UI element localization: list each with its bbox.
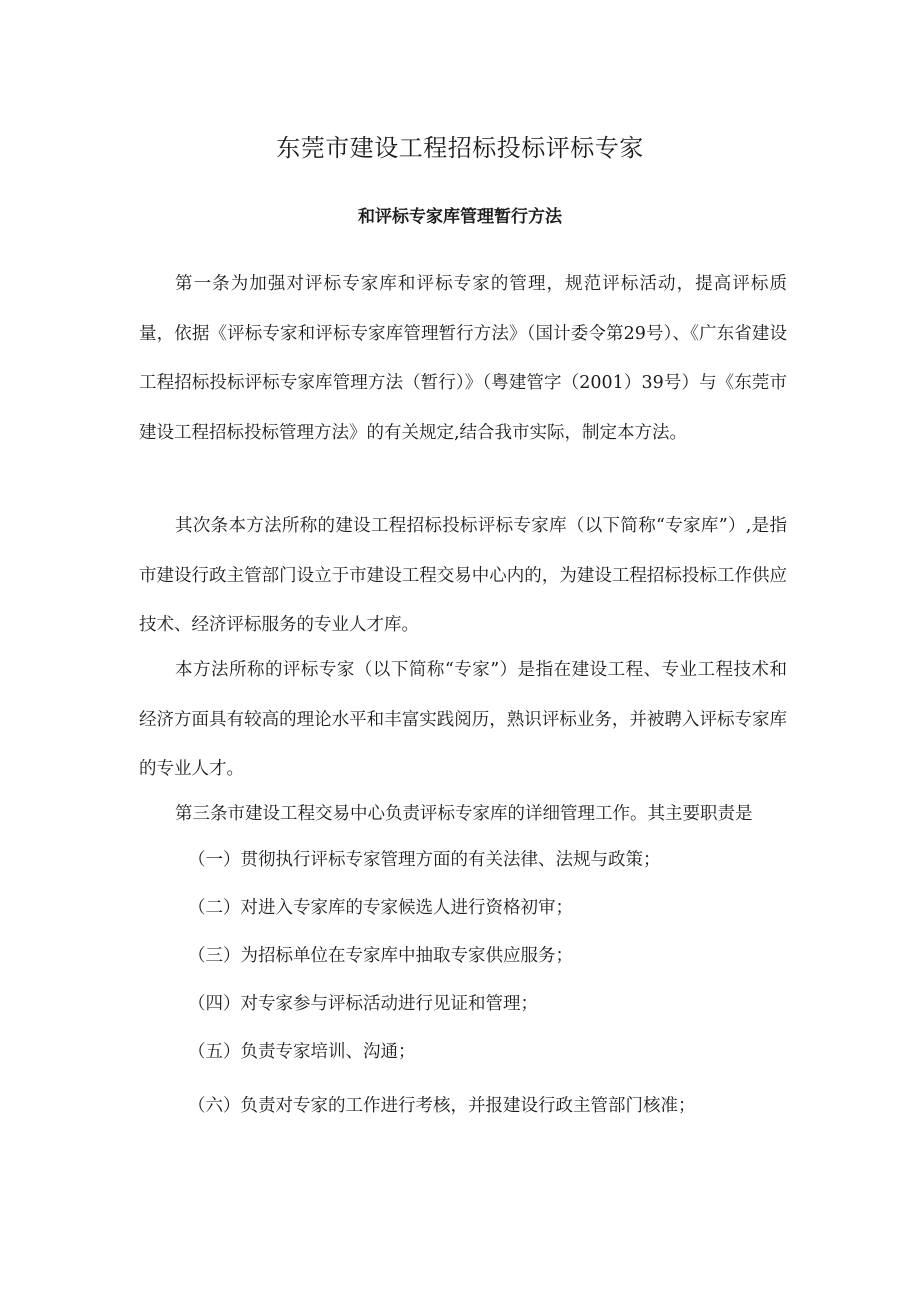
list-item-duty-6: （六）负责对专家的工作进行考核，并报建设行政主管部门核准； — [188, 1096, 696, 1116]
paragraph-article-1: 第一条为加强对评标专家库和评标专家的管理，规范评标活动，提高评标质量，依据《评标专家和评标专家库管理暂行方法》（国计委令第29号）、《广东省建设工程招标投标评标专家库管理方法（暂行）》（粤建管字（2001）39号）与《东莞市建设工程招标投标管理方法》的有关规定,结合我市实际，制定本方法。 — [139, 274, 787, 443]
list-item-duty-5: （五）负责专家培训、沟通； — [188, 1042, 416, 1062]
list-item-duty-2: （二）对进入专家库的专家候选人进行资格初审； — [188, 898, 573, 918]
list-item-duty-3: （三）为招标单位在专家库中抽取专家供应服务； — [188, 946, 573, 966]
document-title: 东莞市建设工程招标投标评标专家 — [276, 134, 644, 162]
list-item-duty-4: （四）对专家参与评标活动进行见证和管理； — [188, 994, 538, 1014]
paragraph-article-2: 其次条本方法所称的建设工程招标投标评标专家库（以下简称“专家库”）,是指市建设行政主管部门设立于市建设工程交易中心内的，为建设工程招标投标工作供应技术、经济评标服务的专业人才库。 — [139, 516, 787, 635]
paragraph-article-3: 第三条市建设工程交易中心负责评标专家库的详细管理工作。其主要职责是 — [175, 804, 753, 824]
document-subtitle: 和评标专家库管理暂行方法 — [358, 207, 562, 227]
paragraph-expert-definition: 本方法所称的评标专家（以下简称“专家”）是指在建设工程、专业工程技术和经济方面具有较高的理论水平和丰富实践阅历，熟识评标业务，并被聘入评标专家库的专业人才。 — [139, 660, 787, 779]
list-item-duty-1: （一）贯彻执行评标专家管理方面的有关法律、法规与政策； — [188, 850, 661, 870]
